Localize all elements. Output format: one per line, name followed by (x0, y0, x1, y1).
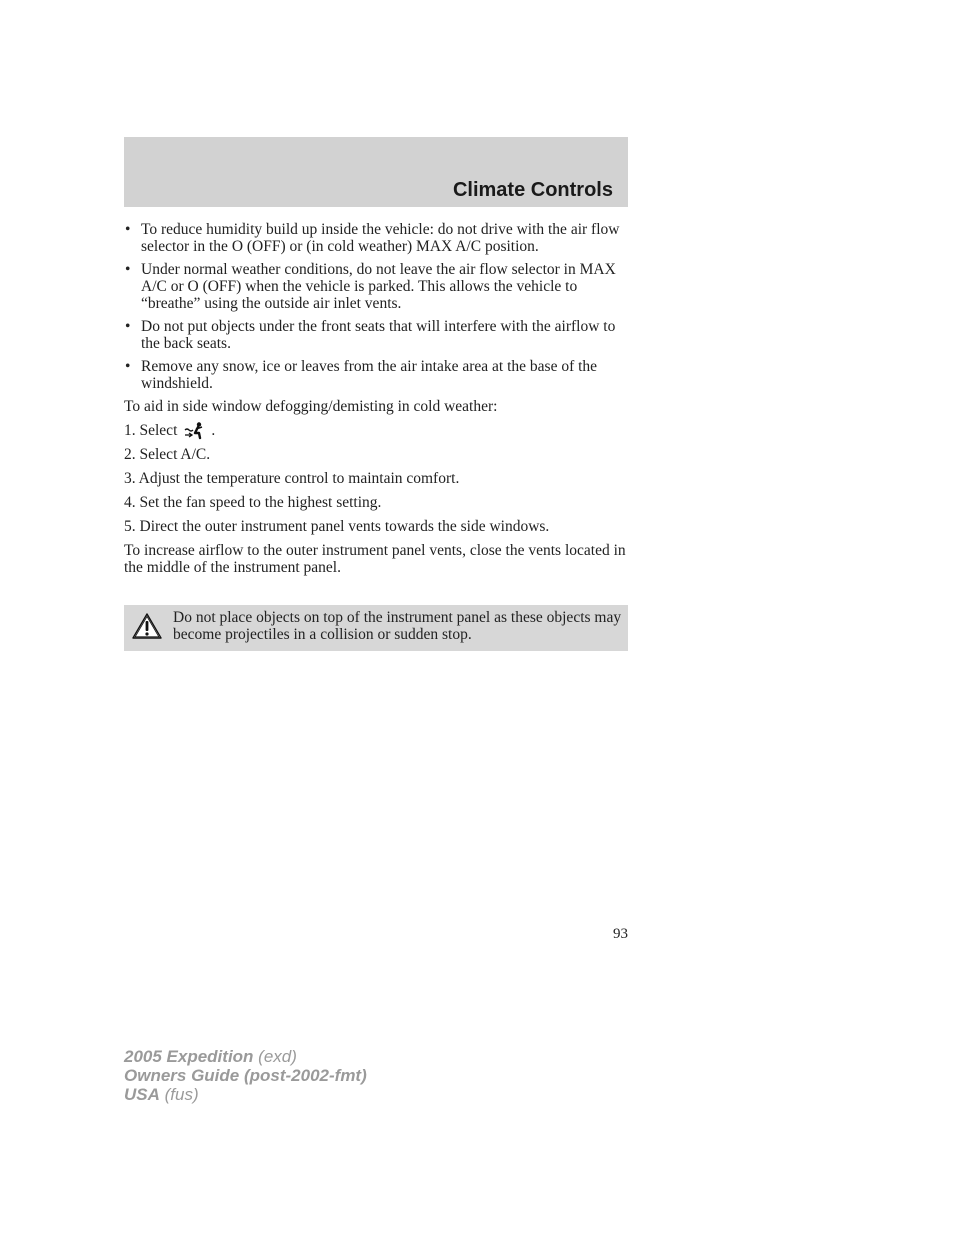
list-item-text: Do not put objects under the front seats that will interfere with the airflow to the back seats. (141, 318, 616, 352)
warning-triangle-icon (131, 612, 163, 640)
list-item (124, 261, 628, 312)
footer-model-code: (exd) (253, 1047, 297, 1066)
list-item-text: Remove any snow, ice or leaves from the air intake area at the base of the windshield. (141, 358, 598, 392)
step-3: 3. Adjust the temperature control to maintain comfort. (124, 470, 460, 487)
defog-intro: To aid in side window defogging/demisting in cold weather: (124, 398, 498, 415)
bullet-icon: • (125, 358, 131, 375)
step-1-text: 1. Select (124, 422, 178, 439)
section-header-band (124, 137, 628, 207)
list-item (124, 221, 628, 255)
warning-box (124, 605, 628, 651)
section-title: Climate Controls (452, 179, 613, 201)
list-item (124, 358, 628, 392)
tips-list (124, 221, 628, 392)
footer-market-code: (fus) (159, 1085, 199, 1104)
page-number: 93 (613, 926, 628, 942)
footer-model: 2005 Expedition (124, 1047, 254, 1066)
footer-guide: Owners Guide (post-2002-fmt) (124, 1066, 367, 1085)
main-content (124, 221, 628, 583)
bullet-icon: • (125, 318, 131, 335)
step-2: 2. Select A/C. (124, 446, 211, 463)
document-footer (124, 1047, 367, 1104)
step-1 (124, 422, 628, 439)
footer-market: USA (124, 1085, 160, 1104)
list-item-text: To reduce humidity build up inside the vehicle: do not drive with the air flow selector in the O (OFF) or (in cold weather) MAX A/C position. (141, 221, 620, 255)
warning-text: Do not place objects on top of the instrument panel as these objects may become projectiles in a collision or sudden stop. (173, 609, 622, 643)
footer-line-1 (124, 1047, 367, 1066)
step-5: 5. Direct the outer instrument panel vents towards the side windows. (124, 518, 550, 535)
bullet-icon: • (125, 261, 131, 278)
list-item-text: Under normal weather conditions, do not leave the air flow selector in MAX A/C or O (OFF) when the vehicle is parked. This allows the vehicle to “breathe” using the outside air inlet vents. (141, 261, 616, 312)
footer-line-3 (124, 1085, 367, 1104)
list-item (124, 318, 628, 352)
airflow-paragraph: To increase airflow to the outer instrument panel vents, close the vents located in the middle of the instrument panel. (124, 542, 626, 576)
step-4: 4. Set the fan speed to the highest setting. (124, 494, 382, 511)
footer-line-2 (124, 1066, 367, 1085)
bullet-icon: • (125, 221, 131, 238)
step-1-suffix: . (211, 422, 216, 439)
floor-defrost-icon (183, 422, 205, 440)
